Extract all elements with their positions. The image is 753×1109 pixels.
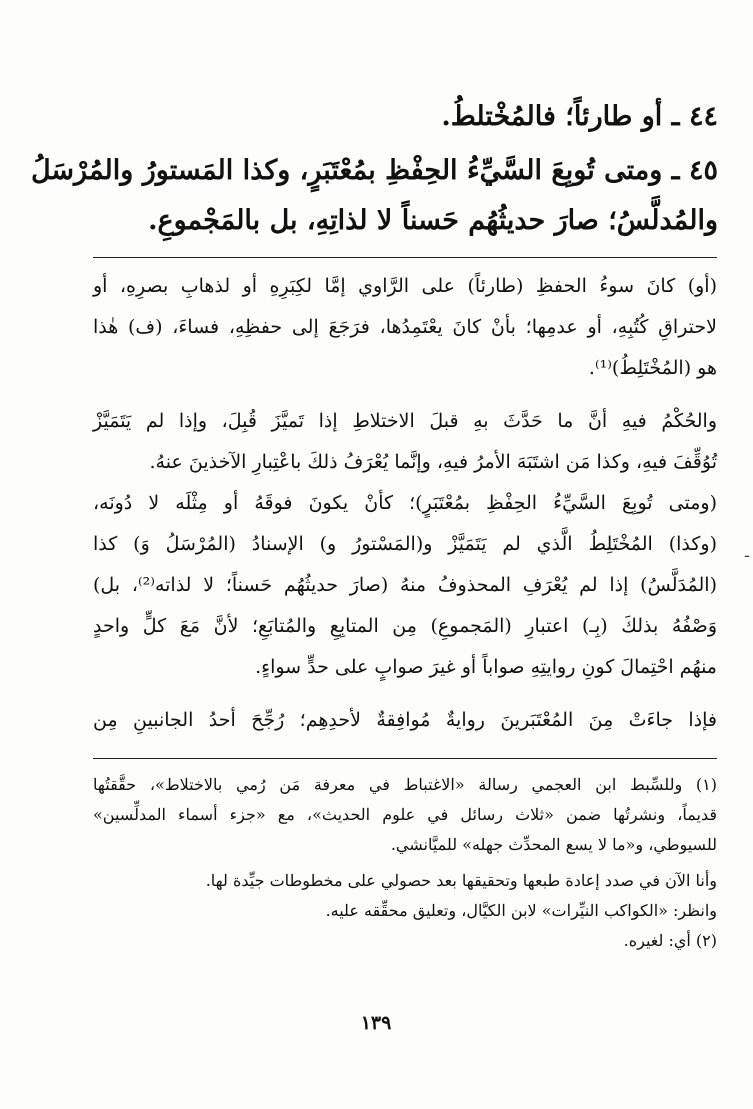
- commentary-line: فإذا جاءَتْ مِنَ المُعْتَبَرينَ روايةٌ مُوافِقةٌ لأحدِهِم؛ رُجِّحَ أحدُ الجانبينِ مِن: [93, 709, 717, 731]
- commentary-line: تُوُقِّفَ فيهِ، وكذا مَن اشتَبَهَ الأمرُ فيهِ، وإنَّما يُعْرَفُ ذلكَ باعْتِبارِ الآخذينَ عنهُ.: [149, 451, 717, 473]
- commentary-line: (ومتى تُوبِعَ السَّيِّءُ الحِفْظِ بمُعْتَبَرٍ)؛ كأنْ يكونَ فوقَهُ أو مِثْلَه لا دُونَه،: [93, 492, 717, 514]
- footnote-1-line: وانظر: «الكواكب النيِّرات» لابن الكيَّال، وتعليق محقِّقه عليه.: [325, 901, 717, 920]
- matn-separator-rule: [93, 257, 717, 258]
- commentary-text: [93, 266, 717, 741]
- commentary-line: وَصْفُهُ بذلكَ (بِـ) اعتبارِ (المَجموعِ) مِن المتابِعِ والمُتابَعِ؛ لأنَّ مَعَ كلٍّ واحدٍ: [93, 615, 717, 637]
- footnote-2: (٢) أي: لغيره.: [623, 931, 717, 950]
- footnote-separator-rule: [93, 758, 717, 759]
- commentary-line: (المُدَلَّسُ) إذا لم يُعْرَفِ المحذوفُ منهُ (صارَ حديثُهُم حَسناً؛ لا لذاته⁽²⁾، بل): [93, 574, 717, 596]
- commentary-line: (أو) كانَ سوءُ الحفظِ (طارئاً) على الرَّاوي إمَّا لكِبَرِهِ أو لذهابِ بصرِهِ، أو: [93, 275, 717, 297]
- footnotes: [93, 770, 717, 956]
- footnote-1-line: للسيوطي، و«ما لا يسع المحدِّث جهله» للميَّانشي.: [390, 835, 717, 854]
- commentary-line: هو (المُخْتَلِطُ)⁽¹⁾.: [588, 357, 717, 379]
- commentary-line: والحُكْمُ فيهِ أنَّ ما حَدَّثَ بهِ قبلَ الاختلاطِ إذا تَميَّزَ قُبِلَ، وإذا لم يَتَمَيَّزْ: [93, 410, 717, 432]
- footnote-1-line: (١) وللسِّبط ابن العجمي رسالة «الاغتباط في معرفة مَن رُمي بالاختلاط»، حقَّقتُها: [93, 775, 717, 794]
- commentary-line: لاحتراقِ كُتُبِهِ، أو عدمِها؛ بأنْ كانَ يعْتَمِدُها، فرَجَعَ إلى حفظِهِ، فساءَ، (ف) هٰذا: [93, 316, 717, 338]
- matn-verse-45-line-2: والمُدلَّسُ؛ صارَ حديثُهُم حَسناً لا لذاتِهِ، بل بالمَجْموعِ.: [148, 205, 718, 236]
- commentary-line: (وكذا) المُخْتَلِطُ الَّذي لم يَتَمَيَّزْ و(المَسْتورُ و) الإسنادُ (المُرْسَلُ وَ) كذا: [93, 533, 717, 555]
- margin-marker: ـ: [745, 545, 750, 561]
- matn-verse-45-line-1: ٤٥ ـ ومتى تُوبِعَ السَّيِّءُ الحِفْظِ بمُعْتَبَرٍ، وكذا المَستورُ والمُرْسَلُ: [30, 155, 718, 186]
- footnote-1-line: وأنا الآن في صدد إعادة طبعها وتحقيقها بعد حصولي على مخطوطات جيِّدة لها.: [205, 871, 717, 890]
- page-number: ١٣٩: [360, 1012, 392, 1034]
- matn-verse-45: [30, 146, 718, 246]
- footnote-1-line: قديماً، ونشرتُها ضمن «ثلاث رسائل في علوم الحديث»، مع «جزء أسماء المدلِّسين»: [93, 805, 717, 824]
- matn-verse-44: ٤٤ ـ أو طارئاً؛ فالمُخْتلطُ.: [441, 101, 718, 132]
- commentary-line: منهُم احْتِمالَ كونِ روايتِهِ صواباً أو غيرَ صوابٍ على حدٍّ سواءٍ.: [255, 656, 717, 678]
